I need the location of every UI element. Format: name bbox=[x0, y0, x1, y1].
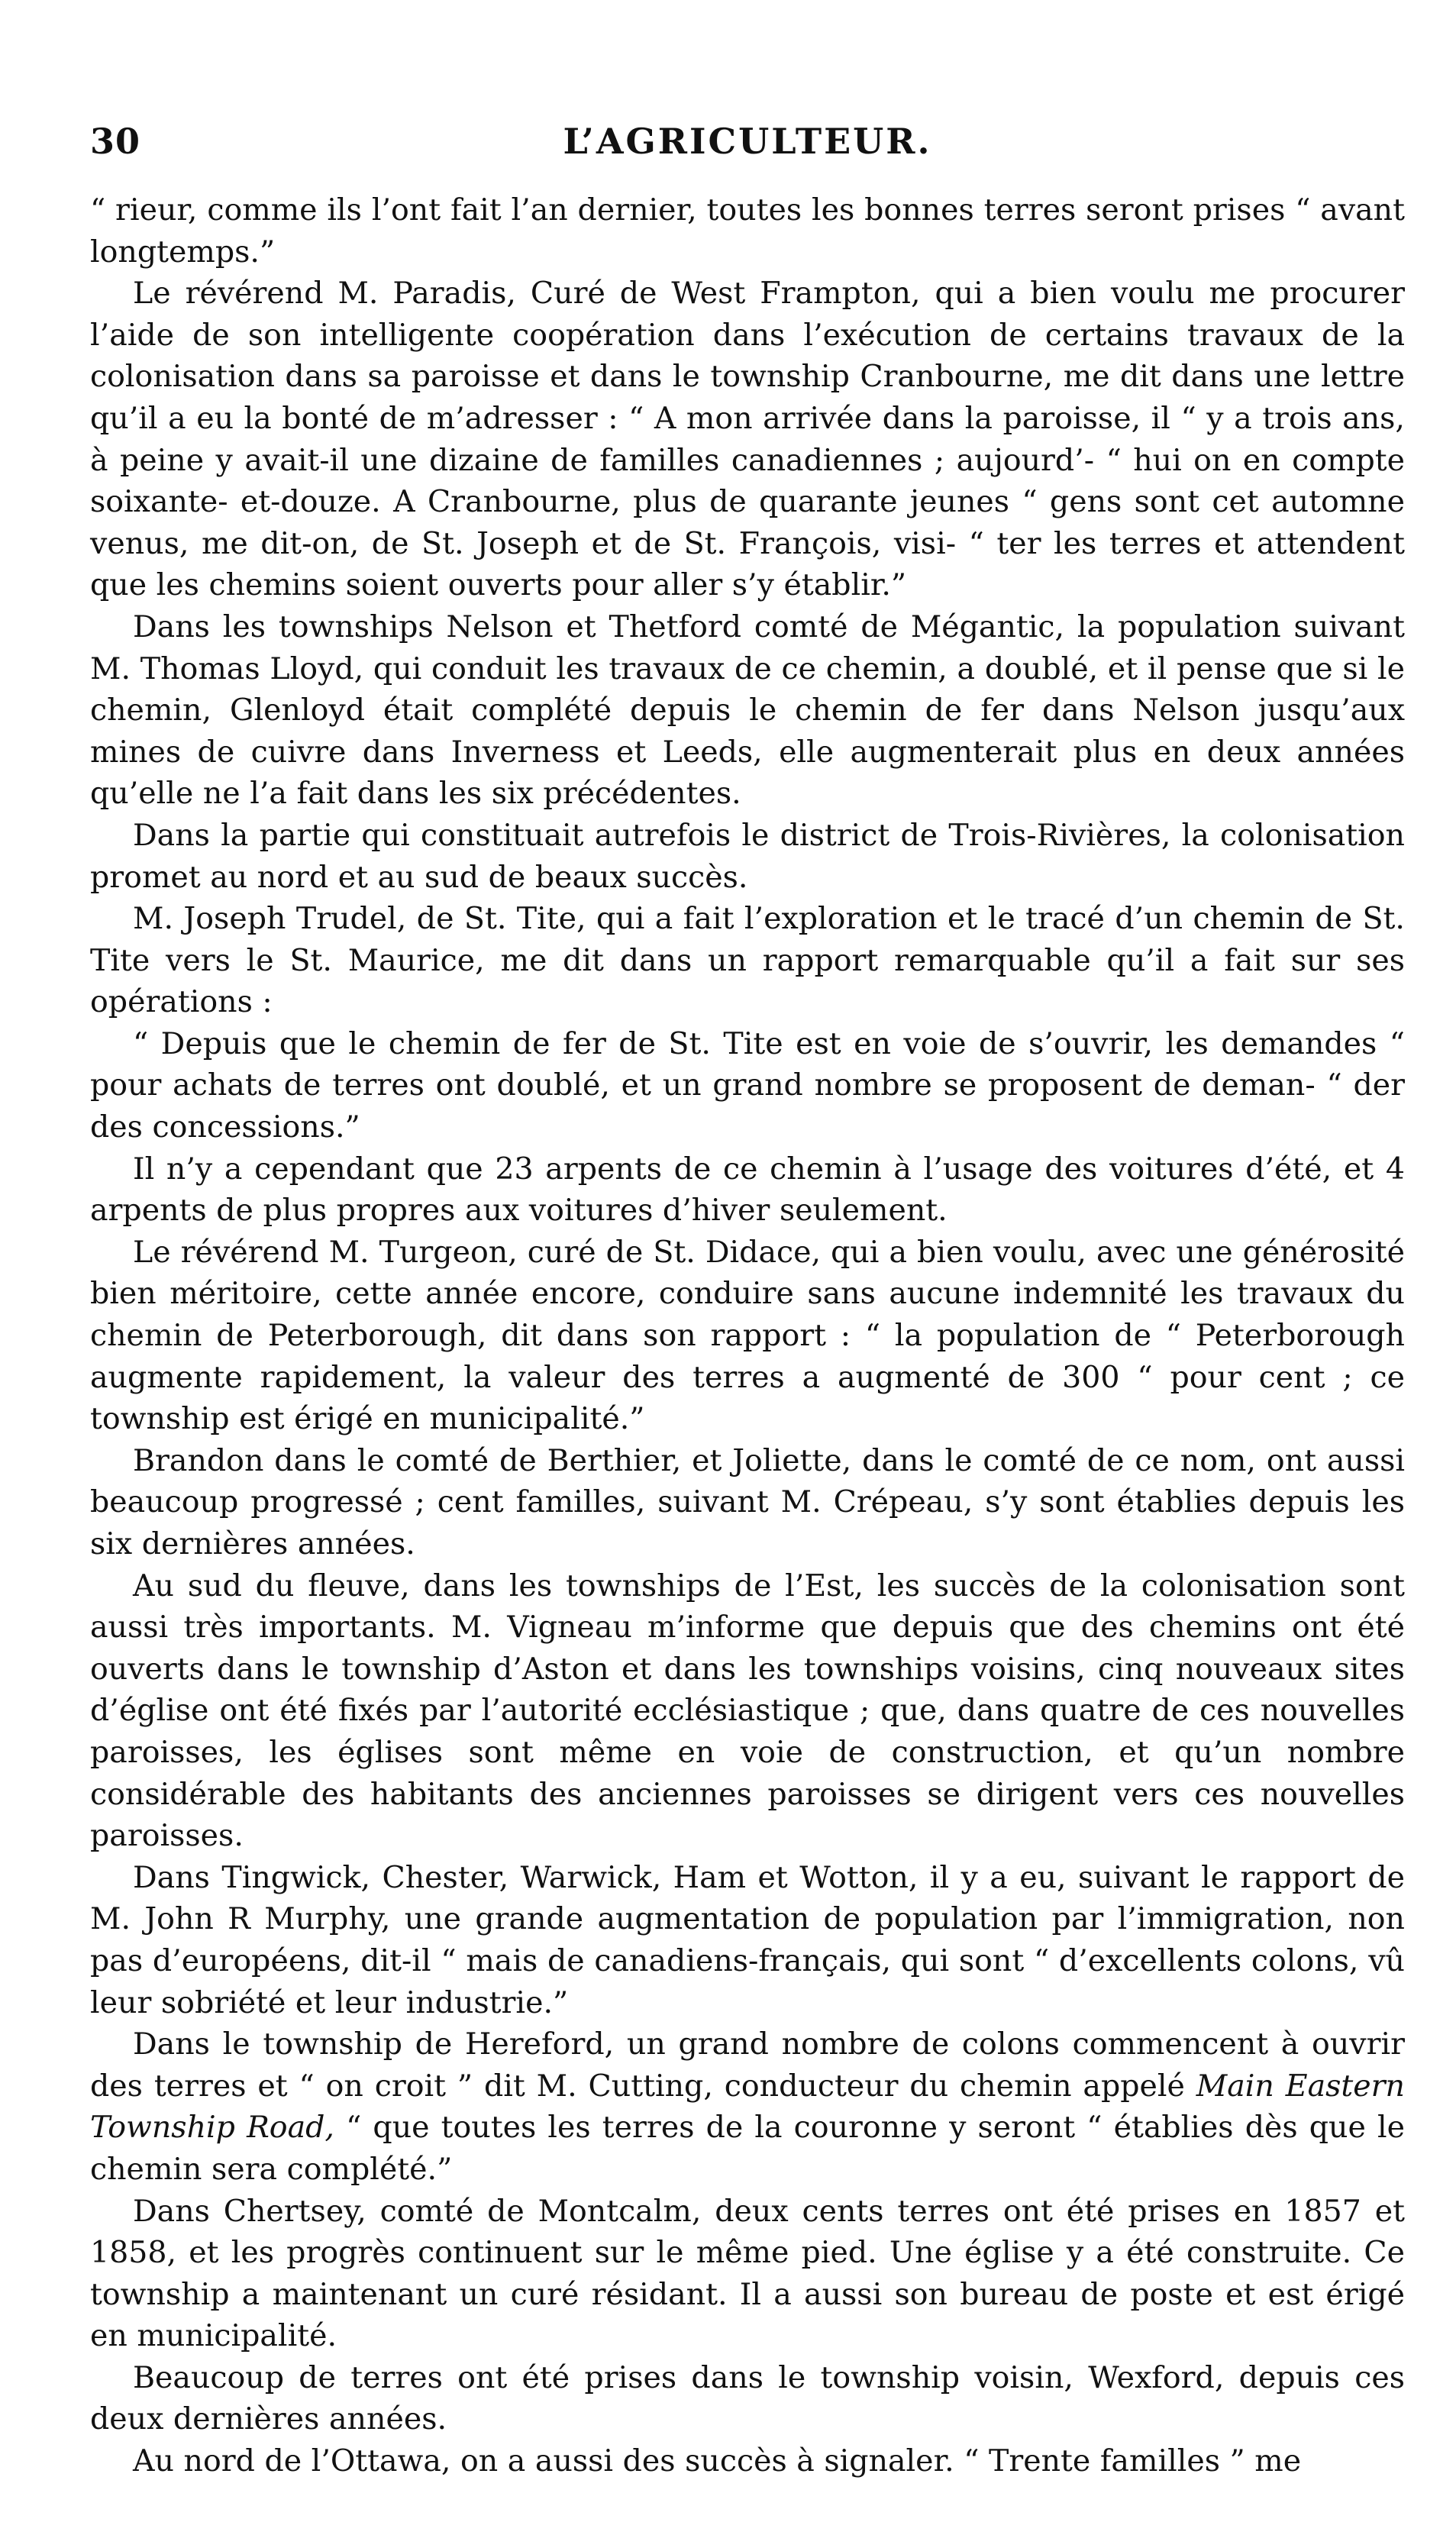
body-text bbox=[90, 189, 1405, 2482]
running-title: L’AGRICULTEUR. bbox=[563, 121, 932, 162]
paragraph: Dans la partie qui constituait autrefois le district de Trois-Rivières, la colonisation promet au nord et au sud de beaux succès. bbox=[90, 817, 1405, 895]
paragraph-with-italic bbox=[90, 2023, 1405, 2190]
document-page bbox=[90, 115, 1405, 2482]
italic-road-name: Main Eastern Township Road, bbox=[90, 2068, 1405, 2146]
paragraph: “ rieur, comme ils l’ont fait l’an dernier, toutes les bonnes terres seront prises “ avant longtemps.” bbox=[90, 192, 1405, 270]
paragraph: Le révérend M. Turgeon, curé de St. Didace, qui a bien voulu, avec une générosité bien méritoire, cette année encore, conduire sans aucune indemnité les travaux du chemin de Peterborough, dit dans son rapport : “ la population de “ Peterborough augmente rapidement, la valeur des terres a augmenté de 300 “ pour cent ; ce township est érigé en municipalité.” bbox=[90, 1234, 1405, 1437]
page-header bbox=[90, 115, 1405, 176]
page-number: 30 bbox=[90, 121, 141, 162]
paragraph: Beaucoup de terres ont été prises dans le township voisin, Wexford, depuis ces deux dernières années. bbox=[90, 2359, 1405, 2437]
paragraph: Au sud du fleuve, dans les townships de l’Est, les succès de la colonisation sont aussi très importants. M. Vigneau m’informe que depuis que des chemins ont été ouverts dans le township d’Aston et dans les townships voisins, cinq nouveaux sites d’église ont été fixés par l’autorité ecclésiastique ; que, dans quatre de ces nouvelles paroisses, les églises sont même en voie de construction, et qu’un nombre considérable des habitants des anciennes paroisses se dirigent vers ces nouvelles paroisses. bbox=[90, 1568, 1405, 1854]
paragraph: Il n’y a cependant que 23 arpents de ce chemin à l’usage des voitures d’été, et 4 arpents de plus propres aux voitures d’hiver seulement. bbox=[90, 1151, 1405, 1229]
paragraph: Le révérend M. Paradis, Curé de West Frampton, qui a bien voulu me procurer l’aide de son intelligente coopération dans l’exécution de certains travaux de la colonisation dans sa paroisse et dans le township Cranbourne, me dit dans une lettre qu’il a eu la bonté de m’adresser : “ A mon arrivée dans la paroisse, il “ y a trois ans, à peine y avait-il une dizaine de familles canadiennes ; aujourd’- “ hui on en compte soixante- et-douze. A Cranbourne, plus de quarante jeunes “ gens sont cet automne venus, me dit-on, de St. Joseph et de St. François, visi- “ ter les terres et attendent que les chemins soient ouverts pour aller s’y établir.” bbox=[90, 276, 1405, 603]
paragraph-text-after: “ que toutes les terres de la couronne y seront “ établies dès que le chemin sera complété.” bbox=[90, 2110, 1405, 2187]
paragraph: Brandon dans le comté de Berthier, et Joliette, dans le comté de ce nom, ont aussi beaucoup progressé ; cent familles, suivant M. Crépeau, s’y sont établies depuis les six dernières années. bbox=[90, 1442, 1405, 1561]
paragraph: Dans Chertsey, comté de Montcalm, deux cents terres ont été prises en 1857 et 1858, et les progrès continuent sur le même pied. Une église y a été construite. Ce township a maintenant un curé résidant. Il a aussi son bureau de poste et est érigé en municipalité. bbox=[90, 2193, 1405, 2354]
paragraph: Dans les townships Nelson et Thetford comté de Mégantic, la population suivant M. Thomas Lloyd, qui conduit les travaux de ce chemin, a doublé, et il pense que si le chemin, Glenloyd était complété depuis le chemin de fer dans Nelson jusqu’aux mines de cuivre dans Inverness et Leeds, elle augmenterait plus en deux années qu’elle ne l’a fait dans les six précédentes. bbox=[90, 609, 1405, 812]
paragraph: Au nord de l’Ottawa, on a aussi des succès à signaler. “ Trente familles ” me bbox=[133, 2443, 1302, 2479]
paragraph-text-before: Dans le township de Hereford, un grand nombre de colons commencent à ouvrir des terres et “ on croit ” dit M. Cutting, conducteur du chemin appelé bbox=[90, 2026, 1405, 2104]
paragraph: M. Joseph Trudel, de St. Tite, qui a fait l’exploration et le tracé d’un chemin de St. Tite vers le St. Maurice, me dit dans un rapport remarquable qu’il a fait sur ses opérations : bbox=[90, 901, 1405, 1020]
quoted-paragraph: “ Depuis que le chemin de fer de St. Tite est en voie de s’ouvrir, les demandes “ pour achats de terres ont doublé, et un grand nombre se proposent de deman- “ der des concessions.” bbox=[90, 1025, 1405, 1145]
paragraph: Dans Tingwick, Chester, Warwick, Ham et Wotton, il y a eu, suivant le rapport de M. John R Murphy, une grande augmentation de population par l’immigration, non pas d’européens, dit-il “ mais de canadiens-français, qui sont “ d’excellents colons, vû leur sobriété et leur industrie.” bbox=[90, 1859, 1405, 2020]
